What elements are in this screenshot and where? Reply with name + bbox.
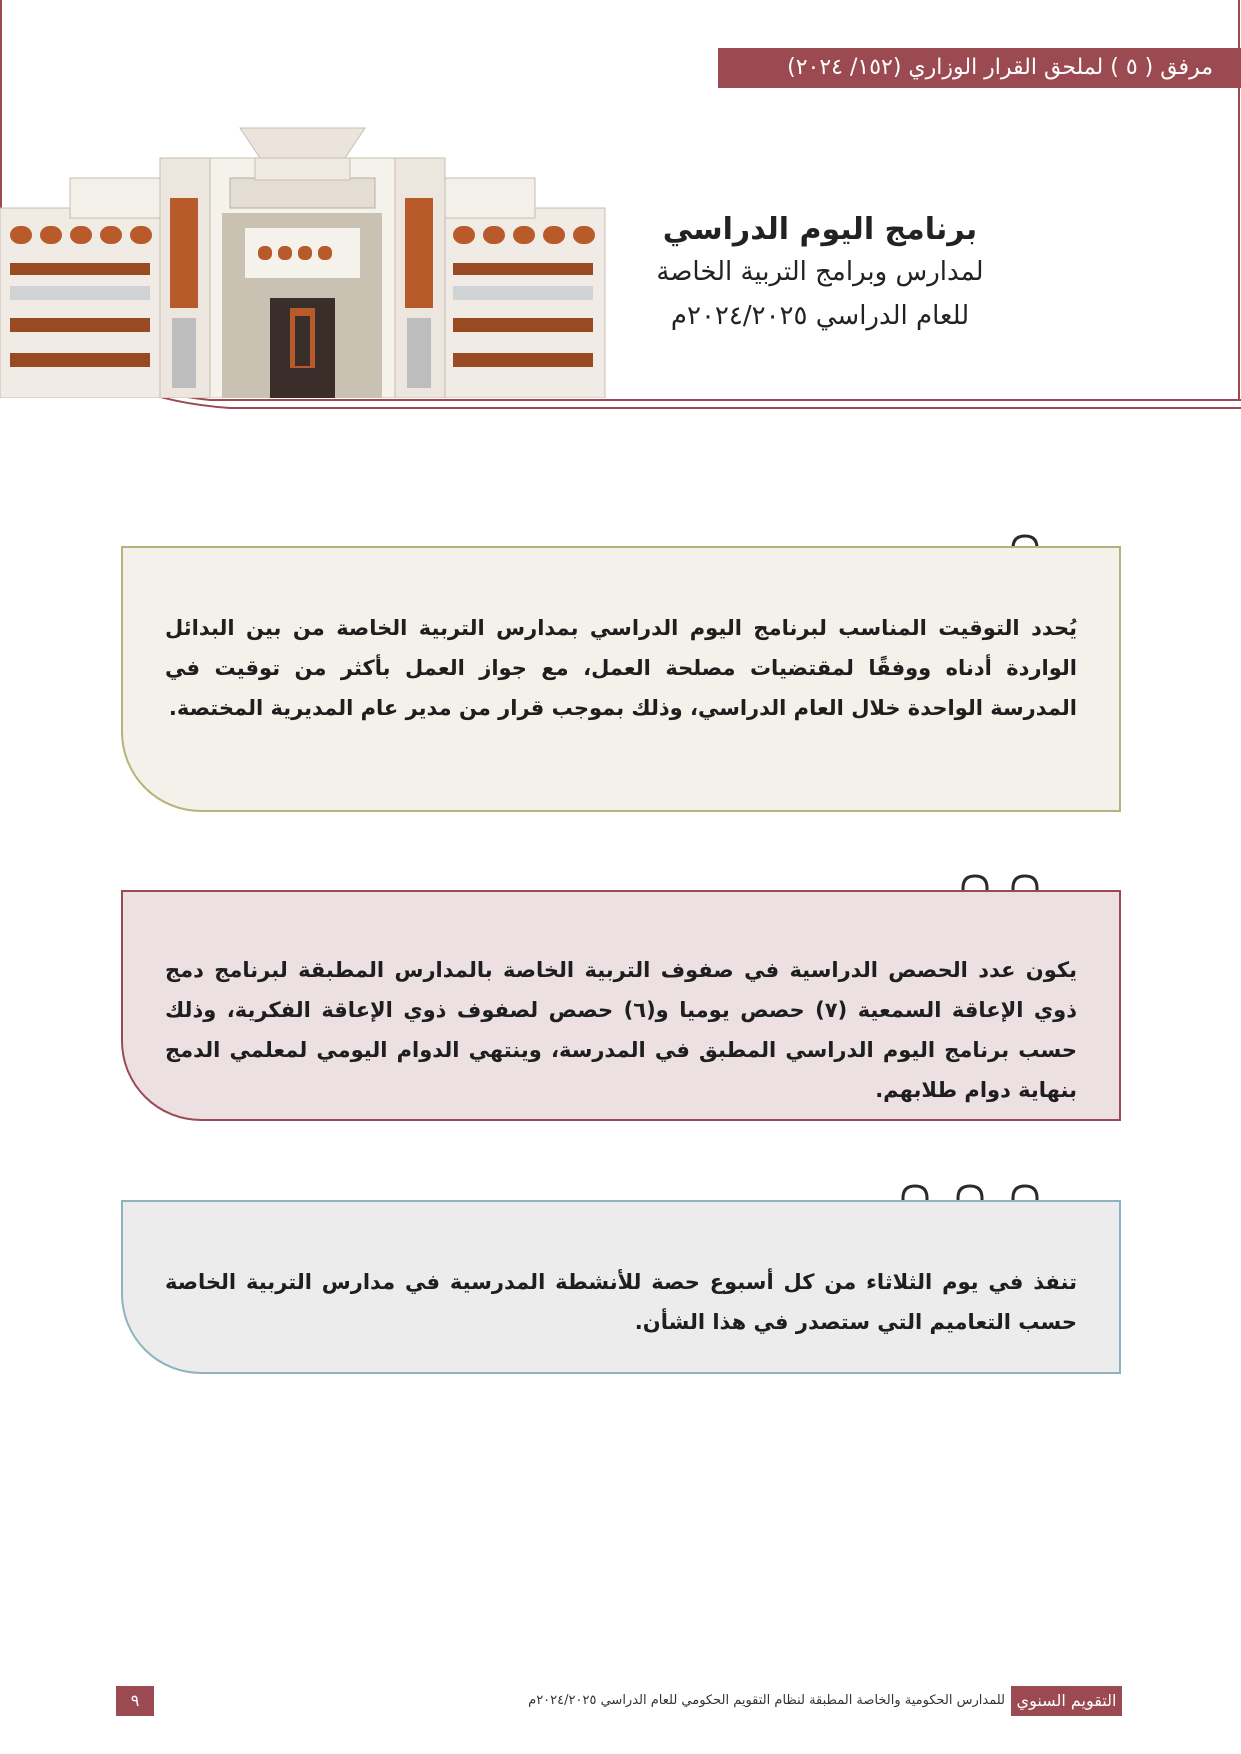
appendix-label: مرفق ( ٥ ) لملحق القرار الوزاري (١٥٢/ ٢٠٢٤)	[718, 48, 1241, 88]
ministry-building-illustration	[0, 118, 610, 398]
footer-label: التقويم السنوي	[1011, 1686, 1122, 1716]
page-subtitle: لمدارس وبرامج التربية الخاصة	[656, 257, 984, 287]
page-number: ٩	[116, 1686, 154, 1716]
info-card-activities	[121, 1200, 1121, 1374]
page-title: برنامج اليوم الدراسي	[662, 212, 978, 247]
footer-text: للمدارس الحكومية والخاصة المطبقة لنظام التقويم الحكومي للعام الدراسي ٢٠٢٤/٢٠٢٥م	[528, 1693, 1005, 1708]
card-text: تنفذ في يوم الثلاثاء من كل أسبوع حصة للأنشطة المدرسية في مدارس التربية الخاصة حسب التعاميم التي ستصدر في هذا الشأن.	[165, 1270, 1077, 1334]
card-text: يُحدد التوقيت المناسب لبرنامج اليوم الدراسي بمدارس التربية الخاصة من بين البدائل الواردة أدناه ووفقًا لمقتضيات مصلحة العمل، مع جواز العمل بأكثر من توقيت في المدرسة الواحدة خلال العام الدراسي، وذلك بموجب قرار من مدير عام المديرية المختصة.	[165, 616, 1077, 720]
page-title-block	[600, 210, 1040, 338]
card-text: يكون عدد الحصص الدراسية في صفوف التربية الخاصة بالمدارس المطبقة لبرنامج دمج ذوي الإعاقة السمعية (٧) حصص يوميا و(٦) حصص لصفوف ذوي الإعاقة الفكرية، وذلك حسب برنامج اليوم الدراسي المطبق في المدرسة، وينتهي الدوام اليومي لمعلمي الدمج بنهاية دوام طلابهم.	[165, 958, 1077, 1102]
info-card-periods	[121, 890, 1121, 1121]
academic-year: للعام الدراسي ٢٠٢٤/٢٠٢٥م	[670, 301, 970, 331]
info-card-timing	[121, 546, 1121, 812]
